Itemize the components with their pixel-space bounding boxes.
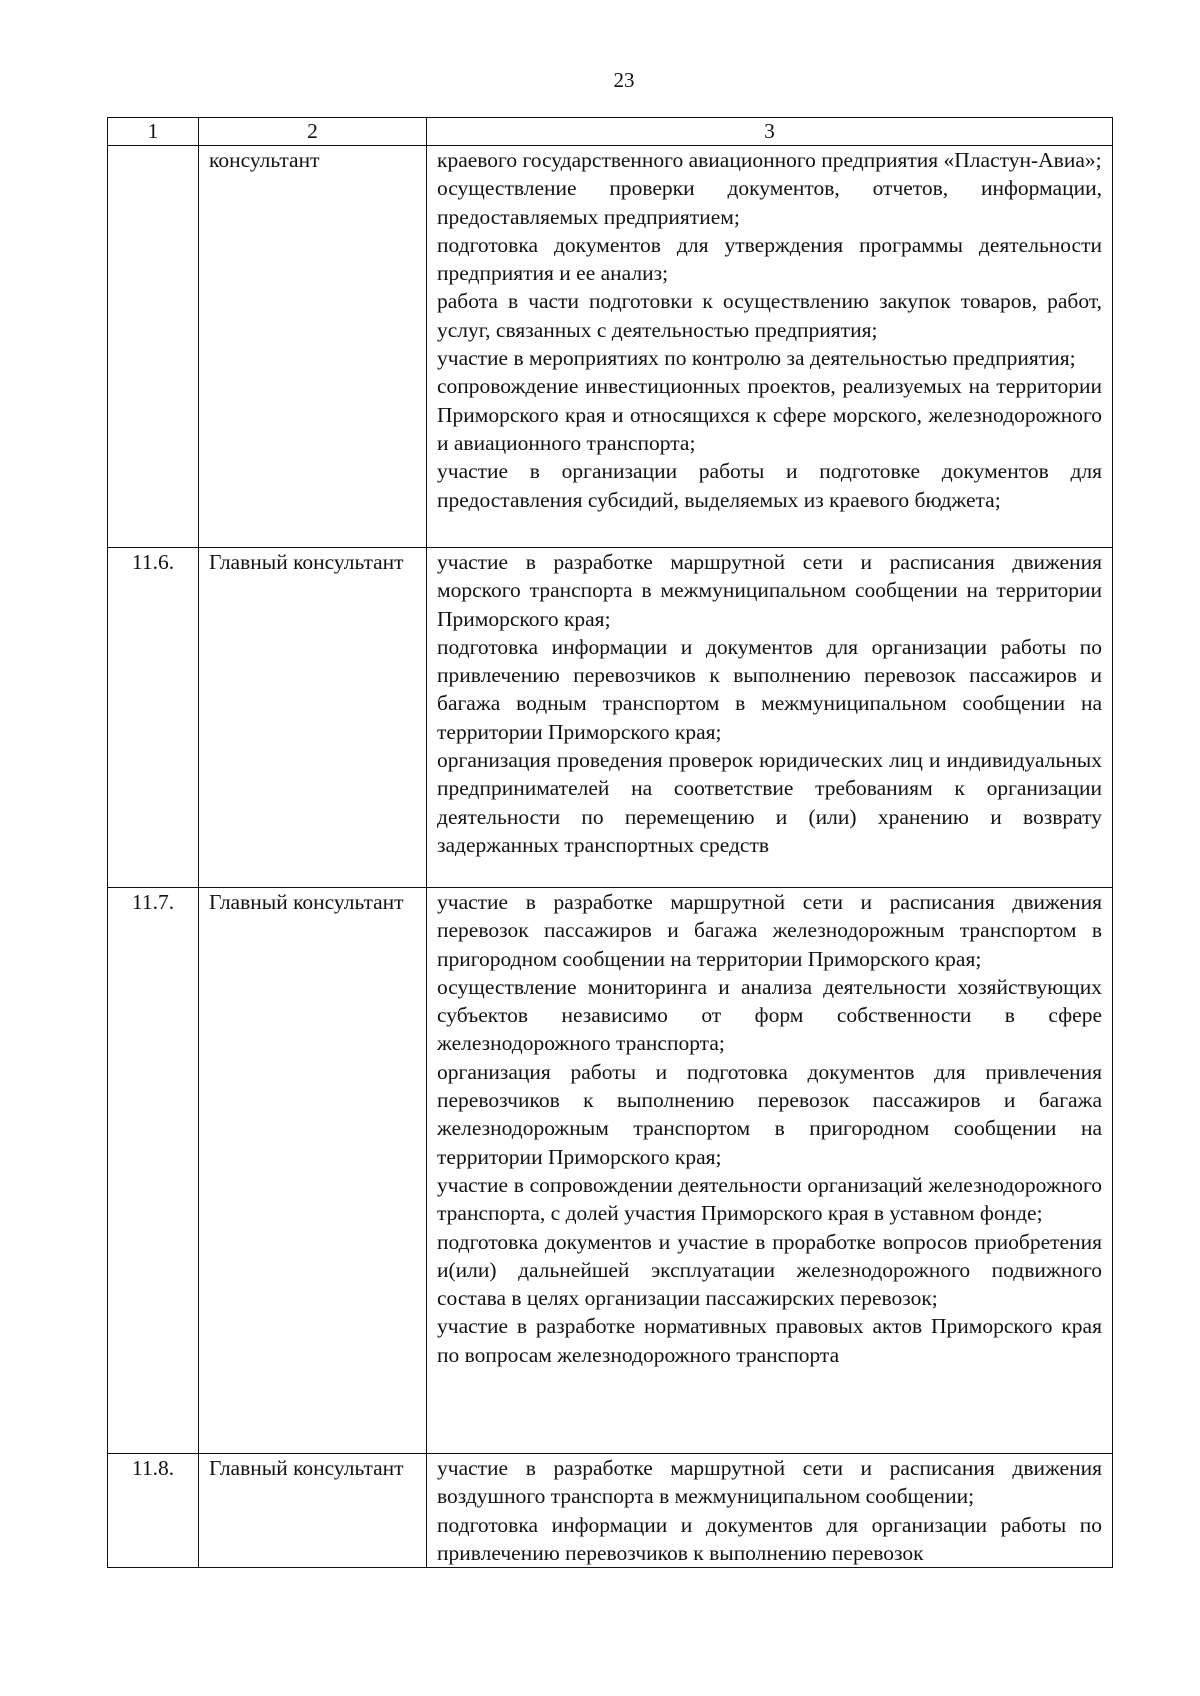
duty-item: участие в разработке маршрутной сети и расписания движения воздушного транспорта в межмуниципальном сообщении; xyxy=(437,1456,1102,1509)
row-number: 11.6. xyxy=(108,548,199,888)
duties-cell xyxy=(427,146,1113,548)
position-title: Главный консультант xyxy=(199,548,427,888)
duty-item: сопровождение инвестиционных проектов, реализуемых на территории Приморского края и относящихся к сфере морского, железнодорожного и авиационного транспорта; xyxy=(437,374,1102,455)
duty-item: краевого государственного авиационного предприятия «Пластун-Авиа»; xyxy=(437,148,1102,172)
table-header-row xyxy=(108,118,1113,146)
row-number xyxy=(108,146,199,548)
duties-table xyxy=(107,117,1113,1568)
duty-item: подготовка информации и документов для организации работы по привлечению перевозчиков к выполнению перевозок xyxy=(437,1512,1102,1565)
duty-item: организация проведения проверок юридических лиц и индивидуальных предпринимателей на соответствие требованиям к организации деятельности по перемещению и (или) хранению и возврату задержанных транспортных средств xyxy=(437,748,1102,857)
duty-item: осуществление проверки документов, отчетов, информации, предоставляемых предприятием; xyxy=(437,176,1102,229)
column-header-number: 1 xyxy=(108,118,199,146)
table-row xyxy=(108,146,1113,548)
duty-item: участие в организации работы и подготовке документов для предоставления субсидий, выделяемых из краевого бюджета; xyxy=(437,459,1102,512)
duty-item: работа в части подготовки к осуществлению закупок товаров, работ, услуг, связанных с деятельностью предприятия; xyxy=(437,289,1102,342)
duty-item: подготовка документов и участие в проработке вопросов приобретения и(или) дальнейшей эксплуатации железнодорожного подвижного состава в целях организации пассажирских перевозок; xyxy=(437,1229,1102,1311)
row-number: 11.8. xyxy=(108,1454,199,1568)
page-number: 23 xyxy=(613,68,635,92)
column-header-duties: 3 xyxy=(427,118,1113,146)
duty-item: организация работы и подготовка документов для привлечения перевозчиков к выполнению перевозок пассажиров и багажа железнодорожным транспортом в пригородном сообщении на территории Приморского края; xyxy=(437,1059,1102,1169)
position-title: консультант xyxy=(199,146,427,548)
table-row xyxy=(108,888,1113,1454)
duties-cell xyxy=(427,1454,1113,1568)
duty-item: участие в разработке маршрутной сети и расписания движения морского транспорта в межмуниципальном сообщении на территории Приморского края; xyxy=(437,550,1102,631)
table-row xyxy=(108,548,1113,888)
table-row xyxy=(108,1454,1113,1568)
duty-item: подготовка документов для утверждения программы деятельности предприятия и ее анализ; xyxy=(437,232,1102,286)
duty-item: участие в разработке маршрутной сети и расписания движения перевозок пассажиров и багажа железнодорожным транспортом в пригородном сообщении на территории Приморского края; xyxy=(437,890,1102,971)
row-number: 11.7. xyxy=(108,888,199,1454)
duty-item: участие в разработке нормативных правовых актов Приморского края по вопросам железнодорожного транспорта xyxy=(437,1314,1102,1367)
duty-item: участие в мероприятиях по контролю за деятельностью предприятия; xyxy=(437,346,1076,371)
position-title: Главный консультант xyxy=(199,888,427,1454)
column-header-position: 2 xyxy=(199,118,427,146)
duty-item: подготовка информации и документов для организации работы по привлечению перевозчиков к выполнению перевозок пассажиров и багажа водным транспортом в межмуниципальном сообщении на территории Приморского края; xyxy=(437,634,1102,744)
duty-item: участие в сопровождении деятельности организаций железнодорожного транспорта, с долей участия Приморского края в уставном фонде; xyxy=(437,1172,1102,1226)
position-title: Главный консультант xyxy=(199,1454,427,1568)
duties-cell xyxy=(427,548,1113,888)
duties-cell xyxy=(427,888,1113,1454)
duty-item: осуществление мониторинга и анализа деятельности хозяйствующих субъектов независимо от форм собственности в сфере железнодорожного транспорта; xyxy=(437,974,1102,1056)
